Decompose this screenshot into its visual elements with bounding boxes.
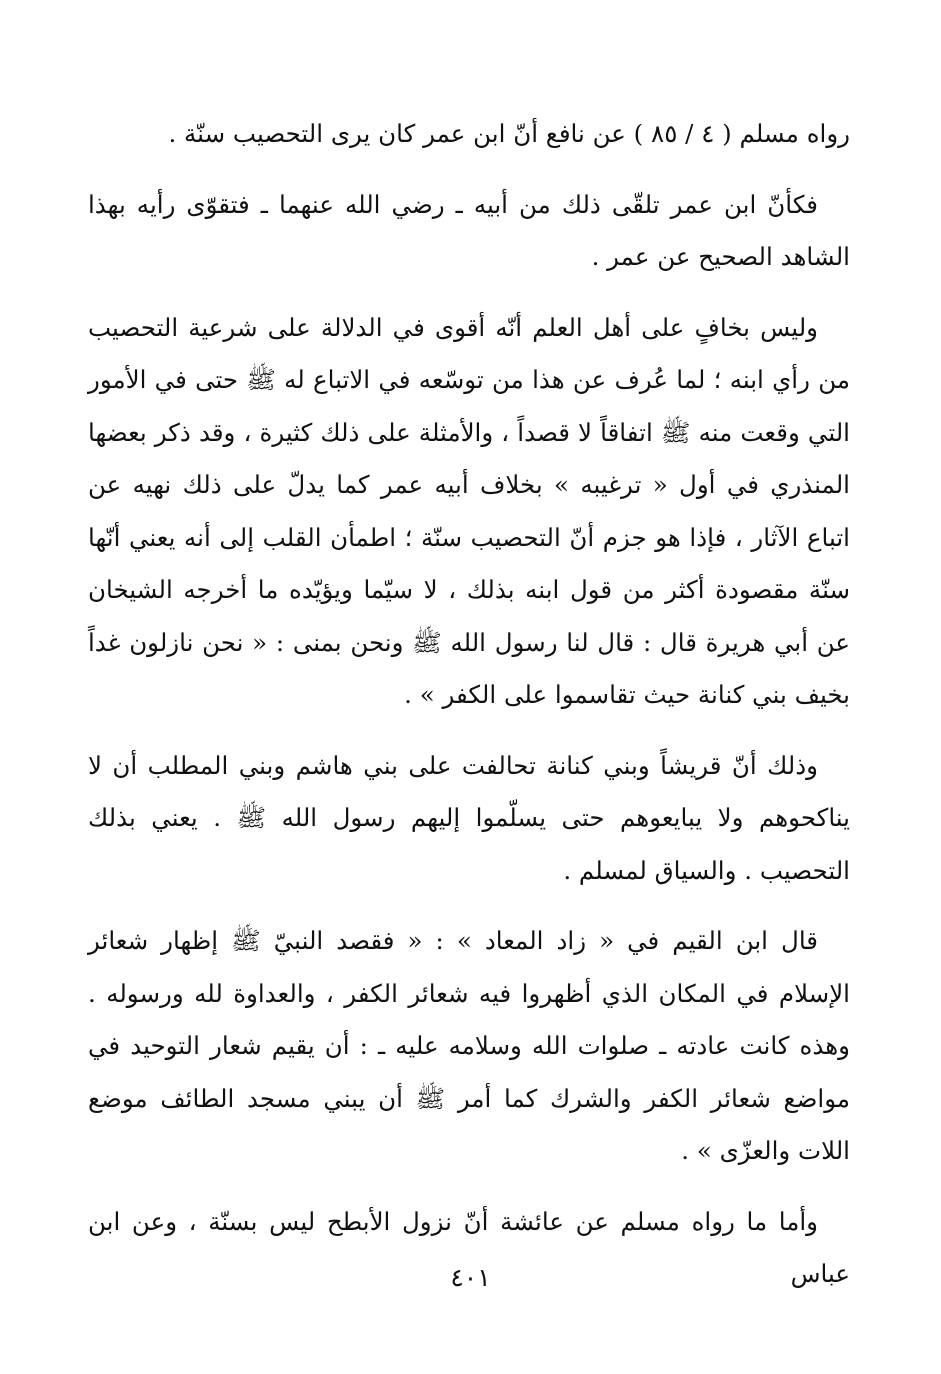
page-number: ٤٠١ xyxy=(450,1263,491,1292)
paragraph-ibn-al-qayyim-quote: قال ابن القيم في « زاد المعاد » : « فقصد النبيّ ﷺ إظهار شعائر الإسلام في المكان الذي أظهروا فيه شعائر الكفر ، والعداوة لله ورسوله . وهذه كانت عادته ـ صلوات الله وسلامه عليه ـ : أن يقيم شعار التوحيد في مواضع شعائر الكفر والشرك كما أمر ﷺ أن يبني مسجد الطائف موضع اللات والعزّى » . xyxy=(88,926,850,1165)
paragraph-quraysh-alliance: وذلك أنّ قريشاً وبني كنانة تحالفت على بني هاشم وبني المطلب أن لا يناكحوهم ولا يبايعوهم حتى يسلّموا إليهم رسول الله ﷺ . يعني بذلك التحصيب . والسياق لمسلم . xyxy=(88,750,850,885)
paragraph-ibn-umar: فكأنّ ابن عمر تلقّى ذلك من أبيه ـ رضي الله عنهما ـ فتقوّى رأيه بهذا الشاهد الصحيح عن عمر . xyxy=(88,189,850,271)
paragraph-tahsib-legitimacy: وليس بخافٍ على أهل العلم أنّه أقوى في الدلالة على شرعية التحصيب من رأي ابنه ؛ لما عُرف عن هذا من توسّعه في الاتباع له ﷺ حتى في الأمور التي وقعت منه ﷺ اتفاقاً لا قصداً ، والأمثلة على ذلك كثيرة ، وقد ذكر بعضها المنذري في أول « ترغيبه » بخلاف أبيه عمر كما يدلّ على ذلك نهيه عن اتباع الآثار ، فإذا هو جزم أنّ التحصيب سنّة ؛ اطمأن القلب إلى أنه يعني أنّها سنّة مقصودة أكثر من قول ابنه بذلك ، لا سيّما ويؤيّده ما أخرجه الشيخان عن أبي هريرة قال : قال لنا رسول الله ﷺ ونحن بمنى : « نحن نازلون غداً بخيف بني كنانة حيث تقاسموا على الكفر » . xyxy=(88,312,850,709)
paragraph-hadith-citation: رواه مسلم ( ٤ / ٨٥ ) عن نافع أنّ ابن عمر كان يرى التحصيب سنّة . xyxy=(168,119,850,148)
paragraph-aisha-narration: وأما ما رواه مسلم عن عائشة أنّ نزول الأبطح ليس بسنّة ، وعن ابن عباس xyxy=(88,1206,850,1288)
body-text xyxy=(88,108,850,1319)
